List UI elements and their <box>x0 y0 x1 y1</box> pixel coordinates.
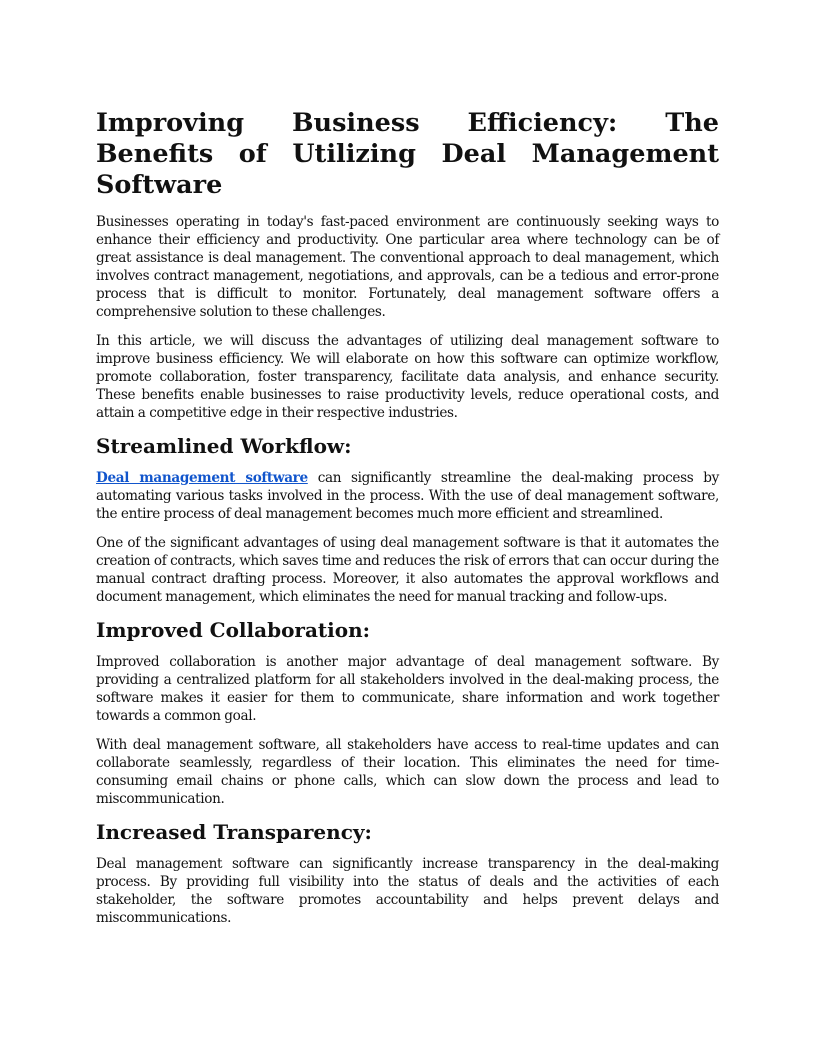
increased-transparency-paragraph-1: Deal management software can significantly increase transparency in the deal-making process. By providing full visibility into the status of deals and the activities of each stakeholder, the software promotes accountability and helps prevent delays and miscommunications. <box>96 856 719 926</box>
intro-paragraph-1: Businesses operating in today's fast-paced environment are continuously seeking ways to enhance their efficiency and productivity. One particular area where technology can be of great assistance is deal management. The conventional approach to deal management, which involves contract management, negotiations, and approvals, can be a tedious and error-prone process that is difficult to monitor. Fortunately, deal management software offers a comprehensive solution to these challenges. <box>96 214 719 320</box>
section-heading-increased-transparency: Increased Transparency: <box>96 820 372 844</box>
streamlined-workflow-paragraph-1 <box>96 469 719 523</box>
article-title: Improving Business Efficiency: The Benefits of Utilizing Deal Management Software <box>96 108 719 200</box>
section-heading-improved-collaboration: Improved Collaboration: <box>96 618 371 642</box>
improved-collaboration-paragraph-1: Improved collaboration is another major advantage of deal management software. By providing a centralized platform for all stakeholders involved in the deal-making process, the software makes it easier for them to communicate, share information and work together towards a common goal. <box>96 654 719 724</box>
deal-management-software-link[interactable]: Deal management software <box>96 470 308 486</box>
document-page <box>96 108 719 938</box>
improved-collaboration-paragraph-2: With deal management software, all stakeholders have access to real-time updates and can collaborate seamlessly, regardless of their location. This eliminates the need for time-consuming email chains or phone calls, which can slow down the process and lead to miscommunication. <box>96 737 719 807</box>
intro-paragraph-2: In this article, we will discuss the advantages of utilizing deal management software to improve business efficiency. We will elaborate on how this software can optimize workflow, promote collaboration, foster transparency, facilitate data analysis, and enhance security. These benefits enable businesses to raise productivity levels, reduce operational costs, and attain a competitive edge in their respective industries. <box>96 333 719 421</box>
streamlined-workflow-paragraph-1-text: can significantly streamline the deal-making process by automating various tasks involved in the process. With the use of deal management software, the entire process of deal management becomes much more efficient and streamlined. <box>96 470 719 522</box>
streamlined-workflow-paragraph-2: One of the significant advantages of using deal management software is that it automates the creation of contracts, which saves time and reduces the risk of errors that can occur during the manual contract drafting process. Moreover, it also automates the approval workflows and document management, which eliminates the need for manual tracking and follow-ups. <box>96 535 719 605</box>
section-heading-streamlined-workflow: Streamlined Workflow: <box>96 434 352 458</box>
